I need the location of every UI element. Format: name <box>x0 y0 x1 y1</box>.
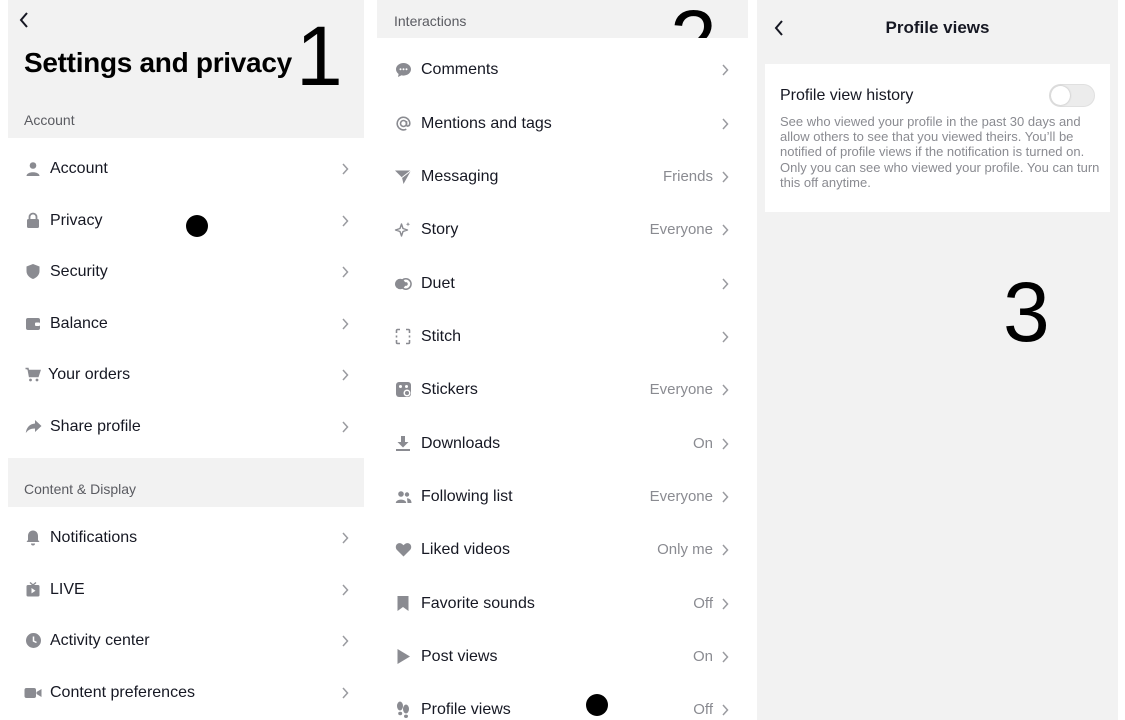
chevron-right-icon <box>720 703 730 717</box>
lock-icon <box>24 212 42 230</box>
sticker-icon <box>394 381 412 399</box>
settings-item-share-profile[interactable] <box>8 401 364 452</box>
settings-item-value: Friends <box>662 168 713 185</box>
profile-view-history-toggle[interactable] <box>1049 84 1095 107</box>
shield-icon <box>24 263 42 281</box>
settings-item-value: Off <box>693 595 713 612</box>
settings-item-label: Balance <box>50 314 108 332</box>
settings-item-label: Share profile <box>50 417 141 435</box>
chevron-right-icon <box>720 223 730 237</box>
settings-item-content-preferences[interactable] <box>8 667 364 718</box>
settings-item-label: Post views <box>421 647 498 665</box>
page-title: Profile views <box>885 18 990 37</box>
step-number: 1 <box>296 9 343 103</box>
settings-item-liked-videos[interactable] <box>377 524 748 575</box>
settings-item-stitch[interactable] <box>377 311 748 362</box>
content-display-group <box>8 507 364 720</box>
settings-item-label: Stickers <box>421 380 478 398</box>
settings-and-privacy-panel <box>8 0 364 720</box>
settings-item-mentions-and-tags[interactable] <box>377 98 748 149</box>
settings-item-label: Account <box>50 159 108 177</box>
settings-item-label: Messaging <box>421 167 499 185</box>
settings-item-duet[interactable] <box>377 258 748 309</box>
interactions-group <box>377 38 748 720</box>
chevron-right-icon <box>340 368 350 382</box>
settings-item-favorite-sounds[interactable] <box>377 578 748 629</box>
duet-icon <box>394 275 412 293</box>
chevron-right-icon <box>340 265 350 279</box>
settings-item-label: Story <box>421 220 459 238</box>
bell-icon <box>24 529 42 547</box>
chevron-right-icon <box>720 63 730 77</box>
settings-item-value: Everyone <box>649 488 713 505</box>
settings-item-label: Security <box>50 262 108 280</box>
settings-item-value: Everyone <box>649 221 713 238</box>
settings-item-value: Everyone <box>649 381 713 398</box>
sparkle-icon <box>394 221 412 239</box>
account-settings-group <box>8 138 364 458</box>
settings-item-label: Liked videos <box>421 540 510 558</box>
chevron-right-icon <box>340 686 350 700</box>
settings-item-balance[interactable] <box>8 298 364 349</box>
heart-icon <box>394 541 412 559</box>
settings-item-downloads[interactable] <box>377 418 748 469</box>
settings-item-your-orders[interactable] <box>8 349 364 400</box>
share-icon <box>24 418 42 436</box>
bookmark-icon <box>394 595 412 613</box>
settings-item-label: Profile views <box>421 700 511 718</box>
at-icon <box>394 115 412 133</box>
chevron-right-icon <box>720 117 730 131</box>
section-title-content-display: Content & Display <box>24 481 137 497</box>
settings-item-notifications[interactable] <box>8 512 364 563</box>
chevron-right-icon <box>720 543 730 557</box>
settings-item-label: Activity center <box>50 631 150 649</box>
people-icon <box>394 488 412 506</box>
settings-item-label: Duet <box>421 274 455 292</box>
wallet-icon <box>24 315 42 333</box>
settings-item-stickers[interactable] <box>377 364 748 415</box>
live-tv-icon <box>24 581 42 599</box>
settings-item-label: Content preferences <box>50 683 195 701</box>
profile-view-history-card <box>765 64 1110 212</box>
footprints-icon <box>394 701 412 719</box>
settings-item-label: Mentions and tags <box>421 114 552 132</box>
settings-item-live[interactable] <box>8 564 364 615</box>
profile-views-panel <box>757 0 1118 720</box>
chevron-right-icon <box>720 650 730 664</box>
settings-item-following-list[interactable] <box>377 471 748 522</box>
privacy-interactions-panel <box>377 0 748 720</box>
chevron-right-icon <box>340 214 350 228</box>
chevron-right-icon <box>720 383 730 397</box>
settings-item-value: On <box>692 435 713 452</box>
back-button[interactable] <box>12 8 36 32</box>
settings-item-messaging[interactable] <box>377 151 748 202</box>
chevron-right-icon <box>340 634 350 648</box>
page-title: Settings and privacy <box>24 47 292 78</box>
section-title-account: Account <box>24 112 75 128</box>
settings-item-value: Only me <box>657 541 713 558</box>
settings-item-label: Notifications <box>50 528 138 546</box>
send-icon <box>394 168 412 186</box>
settings-item-post-views[interactable] <box>377 631 748 682</box>
chevron-right-icon <box>340 583 350 597</box>
chevron-right-icon <box>340 420 350 434</box>
video-camera-icon <box>24 684 42 702</box>
cart-icon <box>24 366 42 384</box>
settings-item-profile-views[interactable] <box>377 684 748 720</box>
section-title-interactions: Interactions <box>394 13 467 29</box>
play-icon <box>394 648 412 666</box>
person-icon <box>24 160 42 178</box>
settings-item-story[interactable] <box>377 204 748 255</box>
settings-item-label: Privacy <box>50 211 103 229</box>
chevron-right-icon <box>720 170 730 184</box>
settings-item-account[interactable] <box>8 143 364 194</box>
settings-item-label: Your orders <box>48 365 131 383</box>
chevron-right-icon <box>720 330 730 344</box>
settings-item-label: Downloads <box>421 434 501 452</box>
chevron-right-icon <box>720 597 730 611</box>
clock-icon <box>24 632 42 650</box>
settings-item-label: Stitch <box>421 327 462 345</box>
settings-item-comments[interactable] <box>377 44 748 95</box>
comment-icon <box>394 61 412 79</box>
chevron-right-icon <box>720 437 730 451</box>
settings-item-value: On <box>692 648 713 665</box>
chevron-right-icon <box>720 490 730 504</box>
settings-item-label: LIVE <box>50 580 85 598</box>
download-icon <box>394 435 412 453</box>
tap-marker <box>586 694 608 716</box>
chevron-right-icon <box>340 162 350 176</box>
setting-description: See who viewed your profile in the past 30 days and allow others to see that you viewed theirs. You’ll be notified of profile views if the notification is turned on. Only you can see who viewed your profile. You can turn this off anytime. <box>780 114 1100 190</box>
chevron-right-icon <box>340 317 350 331</box>
settings-item-security[interactable] <box>8 246 364 297</box>
toggle-knob <box>1051 86 1070 105</box>
chevron-right-icon <box>720 277 730 291</box>
settings-item-label: Favorite sounds <box>421 594 535 612</box>
settings-item-value: Off <box>693 701 713 718</box>
chevron-left-icon <box>18 12 30 28</box>
settings-item-label: Following list <box>421 487 513 505</box>
settings-item-activity-center[interactable] <box>8 615 364 666</box>
settings-item-label: Comments <box>421 60 499 78</box>
stitch-icon <box>394 328 412 346</box>
setting-title: Profile view history <box>780 87 914 104</box>
tap-marker <box>186 215 208 237</box>
step-number: 3 <box>1003 265 1050 359</box>
chevron-right-icon <box>340 531 350 545</box>
